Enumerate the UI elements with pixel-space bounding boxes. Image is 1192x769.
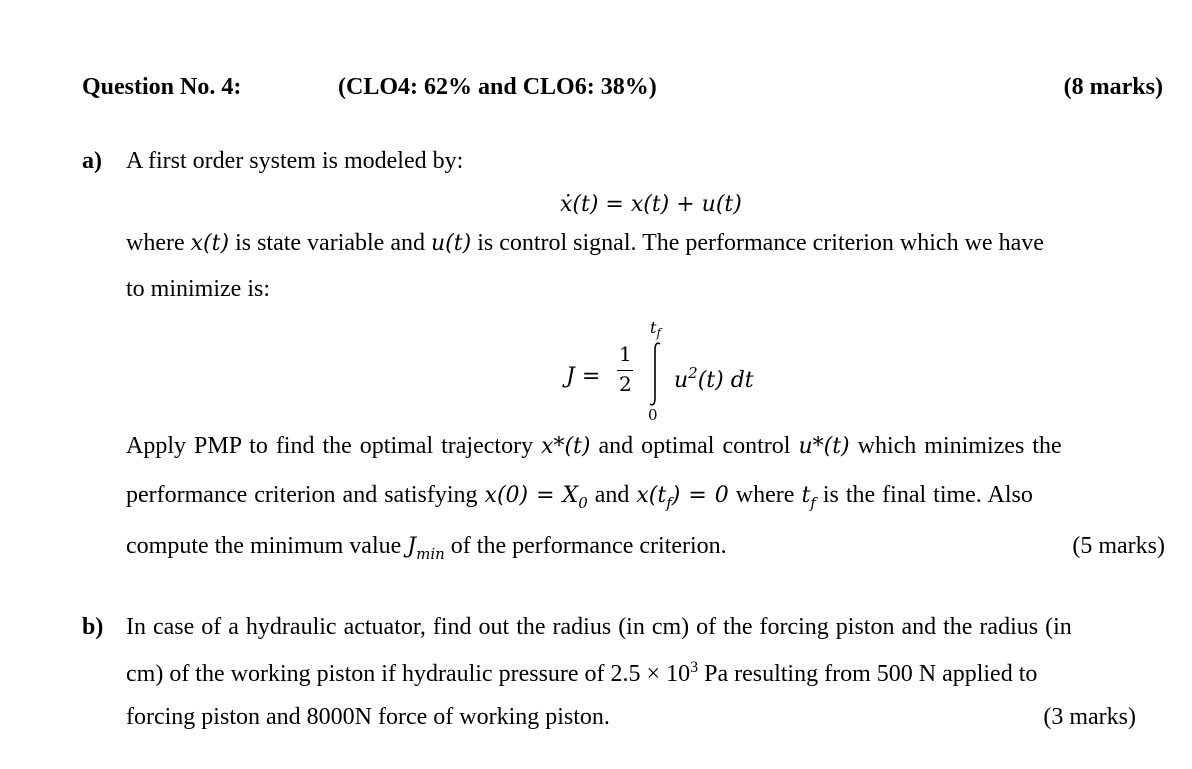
fraction-denominator: 2: [619, 372, 632, 396]
fraction-numerator: 1: [619, 342, 632, 366]
integrand: $u^2(t)$ dt: [674, 364, 754, 393]
integral-sign-icon: [645, 340, 665, 408]
part-a-label: a): [82, 148, 102, 174]
state-equation: ẋ(t) = x(t) + u(t): [560, 192, 742, 217]
part-a-marks: (5 marks): [1072, 533, 1165, 559]
clo-weights: (CLO4: 62% and CLO6: 38%): [338, 74, 657, 100]
part-a-line-6: compute the minimum value $J_{min}$ of the performance criterion.: [126, 533, 727, 563]
question-number: Question No. 4:: [82, 74, 242, 100]
total-marks: (8 marks): [1063, 74, 1163, 100]
part-b-marks: (3 marks): [1043, 704, 1136, 730]
part-b-label: b): [82, 614, 104, 640]
part-a-line-3: to minimize is:: [126, 276, 270, 302]
part-b-line-2: cm) of the working piston if hydraulic pressure of $2.5 \times 10^3$ Pa resulting from 500 N applied to: [126, 659, 1038, 687]
integral-upper-limit: $t_f$: [650, 318, 661, 340]
part-b-line-1: In case of a hydraulic actuator, find out the radius (in cm) of the forcing piston and the radius (in: [126, 614, 1072, 640]
part-a-line-2: where x(t) is state variable and u(t) is control signal. The performance criterion which we have: [126, 230, 1044, 256]
part-a-intro: A first order system is modeled by:: [126, 148, 464, 174]
integral-lower-limit: 0: [648, 406, 658, 424]
part-b-line-3: forcing piston and 8000N force of working piston.: [126, 704, 610, 730]
integral-lhs: J =: [566, 364, 601, 389]
part-a-line-4: Apply PMP to find the optimal trajectory x*(t) and optimal control u*(t) which minimizes the: [126, 433, 1062, 459]
part-a-line-5: performance criterion and satisfying $x(0) = X_0$ and $x(t_f) = 0$ where $t_f$ is the final time. Also: [126, 482, 1033, 512]
fraction-bar: [617, 370, 633, 371]
